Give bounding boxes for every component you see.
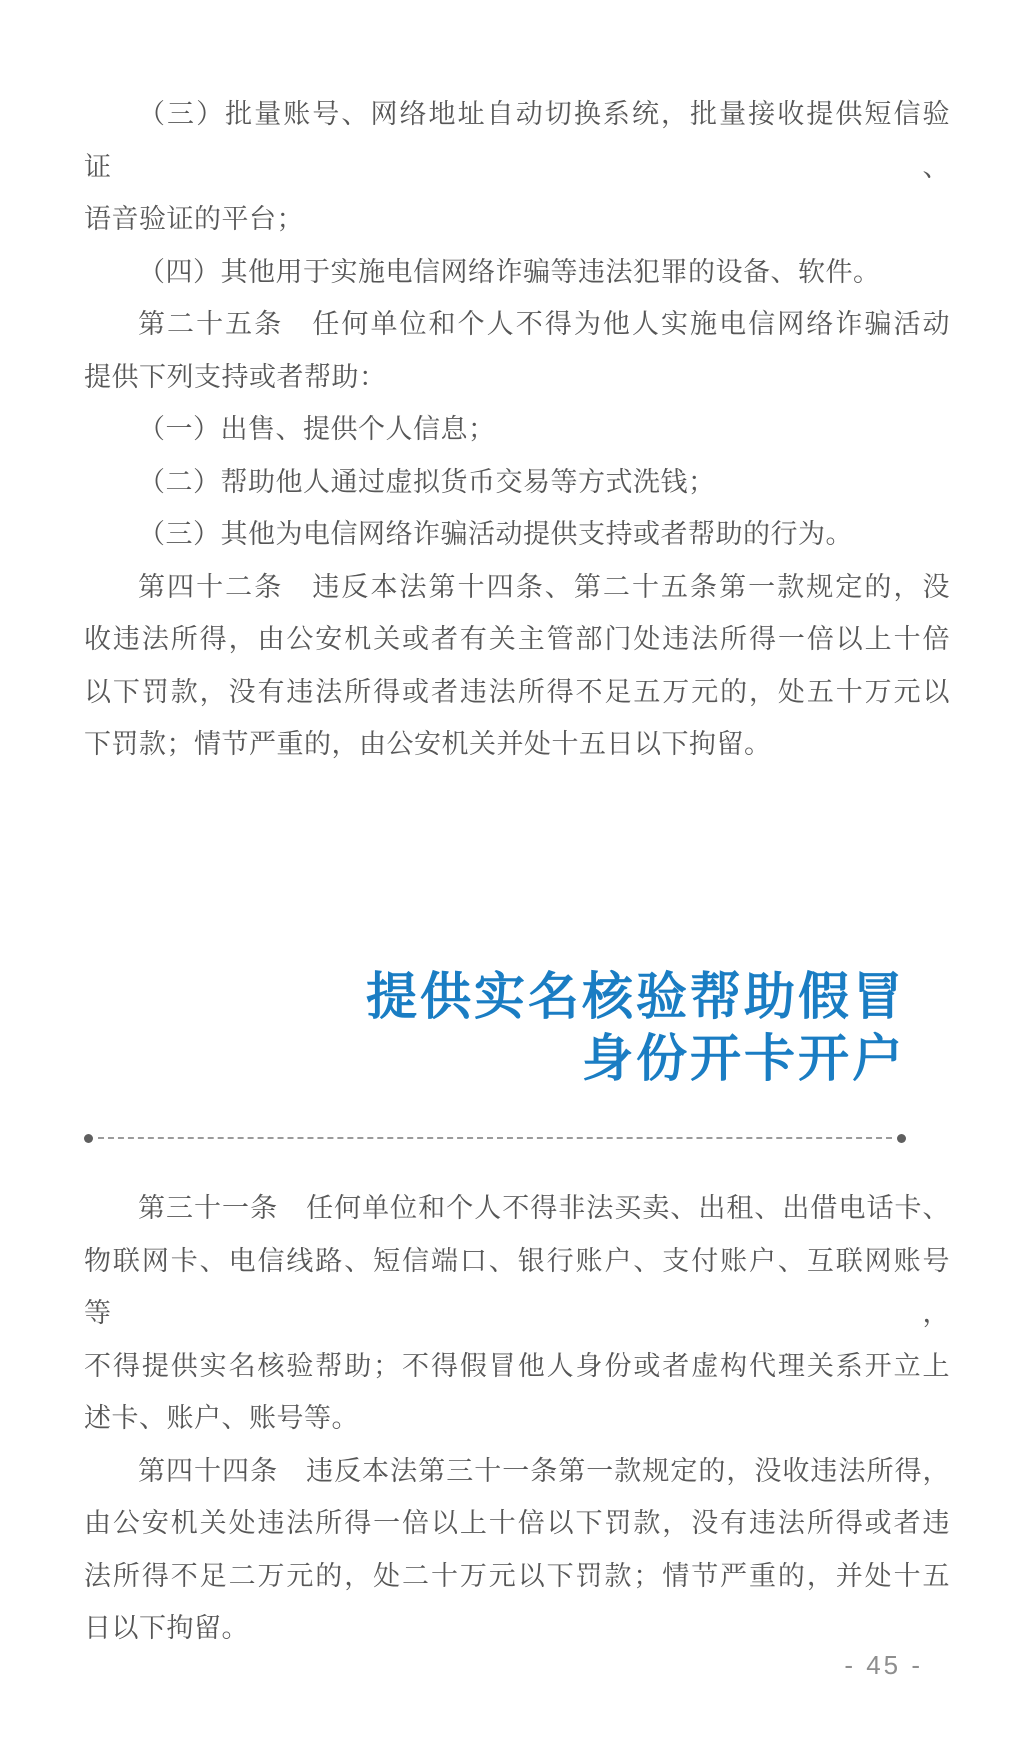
page-number: - 45 - xyxy=(844,1650,923,1680)
text-line: 语音验证的平台； xyxy=(84,204,304,234)
text-line: 不得提供实名核验帮助；不得假冒他人身份或者虚构代理关系开立上 xyxy=(84,1350,950,1381)
text-line: （二）帮助他人通过虚拟货币交易等方式洗钱； xyxy=(138,466,716,497)
text-line: 以下罚款，没有违法所得或者违法所得不足五万元的，处五十万元以 xyxy=(84,676,950,707)
text-line: 第四十四条 违反本法第三十一条第一款规定的，没收违法所得， xyxy=(138,1455,950,1486)
section-title-line1: 提供实名核验帮助假冒 xyxy=(365,968,906,1025)
text-line: 第二十五条 任何单位和个人不得为他人实施电信网络诈骗活动 xyxy=(138,309,950,339)
divider-dashes xyxy=(98,1137,892,1139)
text-line: （一）出售、提供个人信息； xyxy=(138,414,496,444)
text-line: 法所得不足二万元的，处二十万元以下罚款；情节严重的，并处十五 xyxy=(84,1560,950,1591)
body-text-upper xyxy=(84,88,950,771)
text-line: （四）其他用于实施电信网络诈骗等违法犯罪的设备、软件。 xyxy=(138,256,881,287)
body-text-lower xyxy=(84,1182,950,1655)
text-line: 收违法所得，由公安机关或者有关主管部门处违法所得一倍以上十倍 xyxy=(84,624,950,654)
section-title xyxy=(84,966,906,1090)
divider-dot-right-icon xyxy=(897,1134,906,1143)
text-line: 第四十二条 违反本法第十四条、第二十五条第一款规定的，没 xyxy=(138,571,950,602)
text-line: 由公安机关处违法所得一倍以上十倍以下罚款，没有违法所得或者违 xyxy=(84,1508,950,1538)
divider-dot-left-icon xyxy=(84,1134,93,1143)
text-line: 物联网卡、电信线路、短信端口、银行账户、支付账户、互联网账号等， xyxy=(84,1245,950,1328)
text-line: 下罚款；情节严重的，由公安机关并处十五日以下拘留。 xyxy=(84,729,772,759)
text-line: 第三十一条 任何单位和个人不得非法买卖、出租、出借电话卡、 xyxy=(138,1193,950,1223)
text-line: 提供下列支持或者帮助： xyxy=(84,361,387,392)
section-divider xyxy=(84,1132,906,1144)
text-line: 述卡、账户、账号等。 xyxy=(84,1403,359,1433)
text-line: （三）批量账号、网络地址自动切换系统，批量接收提供短信验证、 xyxy=(84,99,950,182)
section-title-line2: 身份开卡开户 xyxy=(581,1030,906,1087)
text-line: 日以下拘留。 xyxy=(84,1613,249,1643)
text-line: （三）其他为电信网络诈骗活动提供支持或者帮助的行为。 xyxy=(138,519,853,549)
